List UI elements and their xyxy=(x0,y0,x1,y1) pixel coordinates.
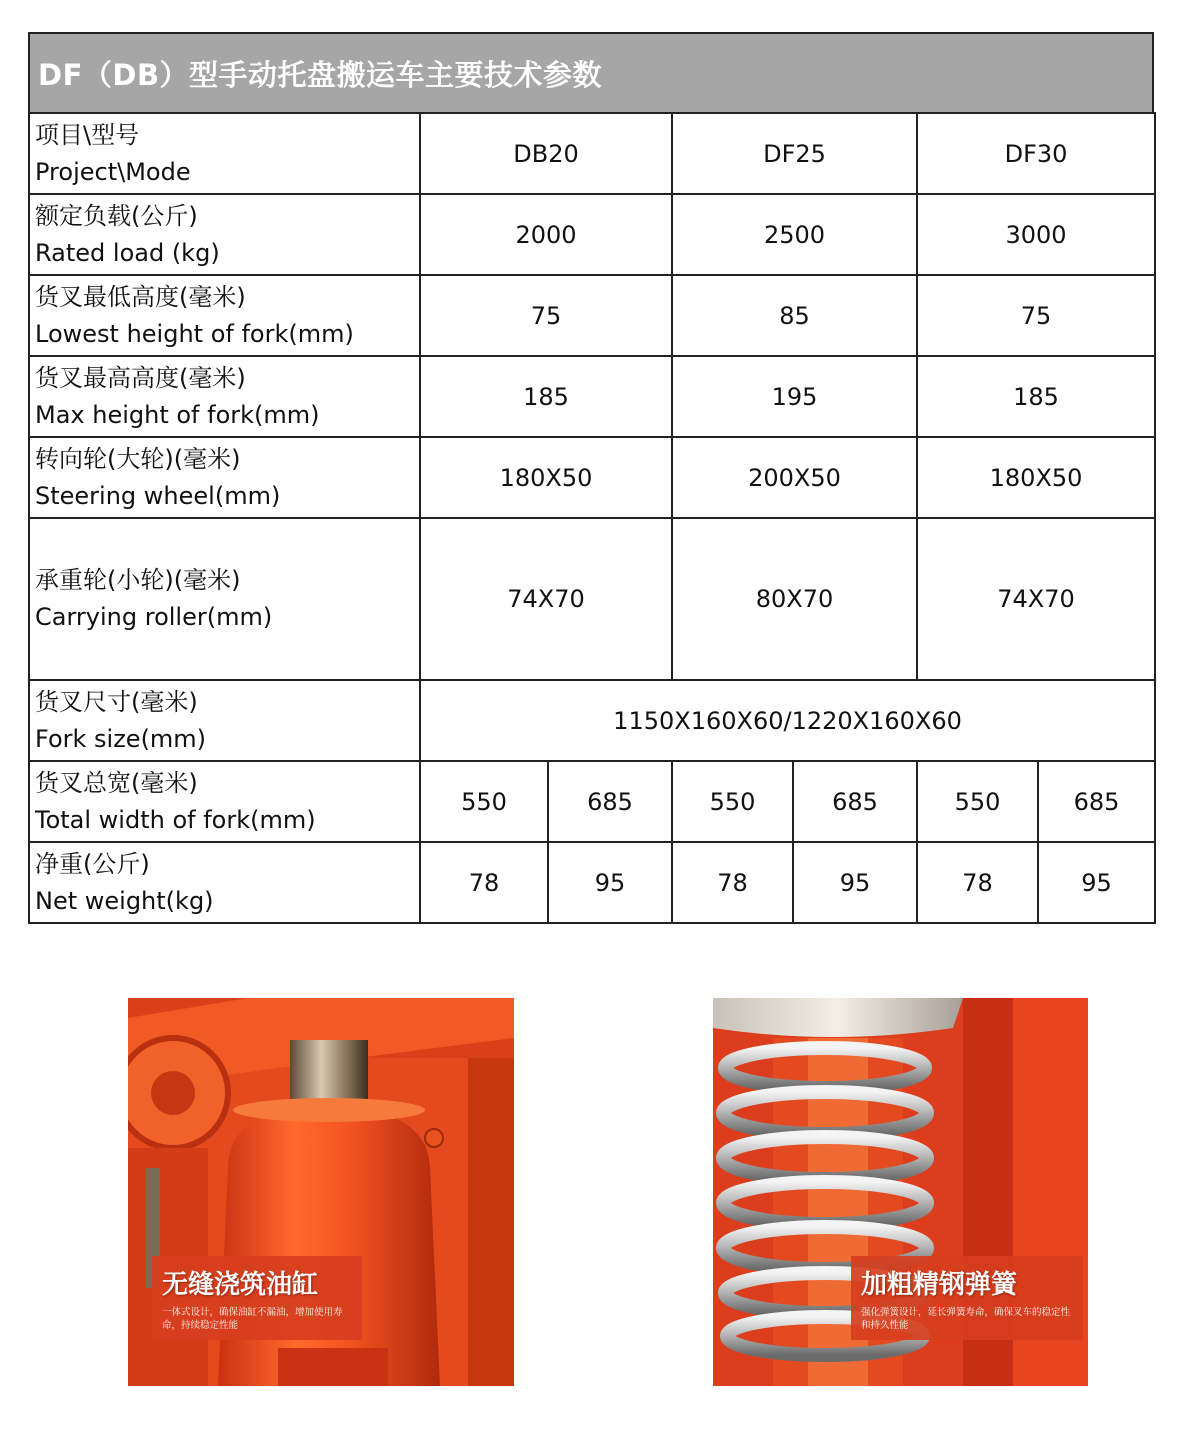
label-zh: 货叉最高高度(毫米) xyxy=(35,363,246,392)
value-cell: 200X50 xyxy=(672,437,917,518)
label-zh: 货叉总宽(毫米) xyxy=(35,768,198,797)
spec-table-title: DF（DB）型手动托盘搬运车主要技术参数 xyxy=(28,32,1154,112)
caption-title: 无缝浇筑油缸 xyxy=(162,1270,319,1300)
value-cell: 195 xyxy=(672,356,917,437)
label-zh: 货叉最低高度(毫米) xyxy=(35,282,246,311)
row-label xyxy=(29,356,420,437)
value-cell: 550 xyxy=(672,761,793,842)
value-cell: 74X70 xyxy=(420,518,672,680)
label-zh: 额定负载(公斤) xyxy=(35,201,198,230)
value-cell: 85 xyxy=(672,275,917,356)
value-cell: 185 xyxy=(420,356,672,437)
value-cell: 2500 xyxy=(672,194,917,275)
table-row-net-weight xyxy=(29,842,1155,923)
value-cell: 78 xyxy=(672,842,793,923)
value-cell: 550 xyxy=(420,761,548,842)
value-cell: 95 xyxy=(793,842,917,923)
label-en: Total width of fork(mm) xyxy=(35,805,316,834)
table-row-lowest-height xyxy=(29,275,1155,356)
hydraulic-cylinder-photo xyxy=(128,998,514,1386)
row-label xyxy=(29,680,420,761)
label-zh: 转向轮(大轮)(毫米) xyxy=(35,444,241,473)
value-cell: 1150X160X60/1220X160X60 xyxy=(420,680,1155,761)
value-cell: 550 xyxy=(917,761,1038,842)
row-label xyxy=(29,842,420,923)
label-en: Project\Mode xyxy=(35,157,191,186)
spec-table xyxy=(28,112,1156,924)
spec-table-section xyxy=(28,32,1154,924)
value-cell: 180X50 xyxy=(420,437,672,518)
table-row-total-width xyxy=(29,761,1155,842)
row-label xyxy=(29,113,420,194)
value-cell: 685 xyxy=(548,761,672,842)
label-en: Fork size(mm) xyxy=(35,724,207,753)
label-en: Lowest height of fork(mm) xyxy=(35,319,354,348)
table-row-steering-wheel xyxy=(29,437,1155,518)
caption-title: 加粗精钢弹簧 xyxy=(861,1270,1018,1300)
value-cell: 80X70 xyxy=(672,518,917,680)
label-zh: 承重轮(小轮)(毫米) xyxy=(35,566,241,594)
row-label xyxy=(29,761,420,842)
table-row-header xyxy=(29,113,1155,194)
label-en: Max height of fork(mm) xyxy=(35,400,320,429)
value-cell: 3000 xyxy=(917,194,1155,275)
table-row-max-height xyxy=(29,356,1155,437)
value-cell: 75 xyxy=(917,275,1155,356)
label-en: Steering wheel(mm) xyxy=(35,481,281,510)
label-zh: 货叉尺寸(毫米) xyxy=(35,687,198,716)
model-cell: DB20 xyxy=(420,113,672,194)
value-cell: 75 xyxy=(420,275,672,356)
value-cell: 78 xyxy=(917,842,1038,923)
caption-subtitle: 强化弹簧设计，延长弹簧寿命，确保叉车的稳定性和持久性能 xyxy=(861,1307,1071,1331)
label-en: Carrying roller(mm) xyxy=(35,603,273,631)
row-label xyxy=(29,437,420,518)
model-cell: DF30 xyxy=(917,113,1155,194)
row-label xyxy=(29,275,420,356)
label-en: Rated load (kg) xyxy=(35,238,220,267)
value-cell: 185 xyxy=(917,356,1155,437)
row-label xyxy=(29,518,420,680)
value-cell: 95 xyxy=(1038,842,1155,923)
value-cell: 78 xyxy=(420,842,548,923)
label-zh: 净重(公斤) xyxy=(35,849,150,878)
left-photo-caption xyxy=(152,1256,362,1340)
value-cell: 685 xyxy=(1038,761,1155,842)
label-en: Net weight(kg) xyxy=(35,886,214,915)
value-cell: 95 xyxy=(548,842,672,923)
table-row-rated-load xyxy=(29,194,1155,275)
right-photo-caption xyxy=(851,1256,1083,1340)
table-row-carrying-roller xyxy=(29,518,1155,680)
value-cell: 685 xyxy=(793,761,917,842)
value-cell: 2000 xyxy=(420,194,672,275)
table-row-fork-size xyxy=(29,680,1155,761)
row-label xyxy=(29,194,420,275)
value-cell: 180X50 xyxy=(917,437,1155,518)
steel-spring-photo xyxy=(713,998,1088,1386)
caption-subtitle: 一体式设计，确保油缸不漏油，增加使用寿命，持续稳定性能 xyxy=(162,1307,343,1331)
model-cell: DF25 xyxy=(672,113,917,194)
label-zh: 项目\型号 xyxy=(35,120,140,149)
value-cell: 74X70 xyxy=(917,518,1155,680)
